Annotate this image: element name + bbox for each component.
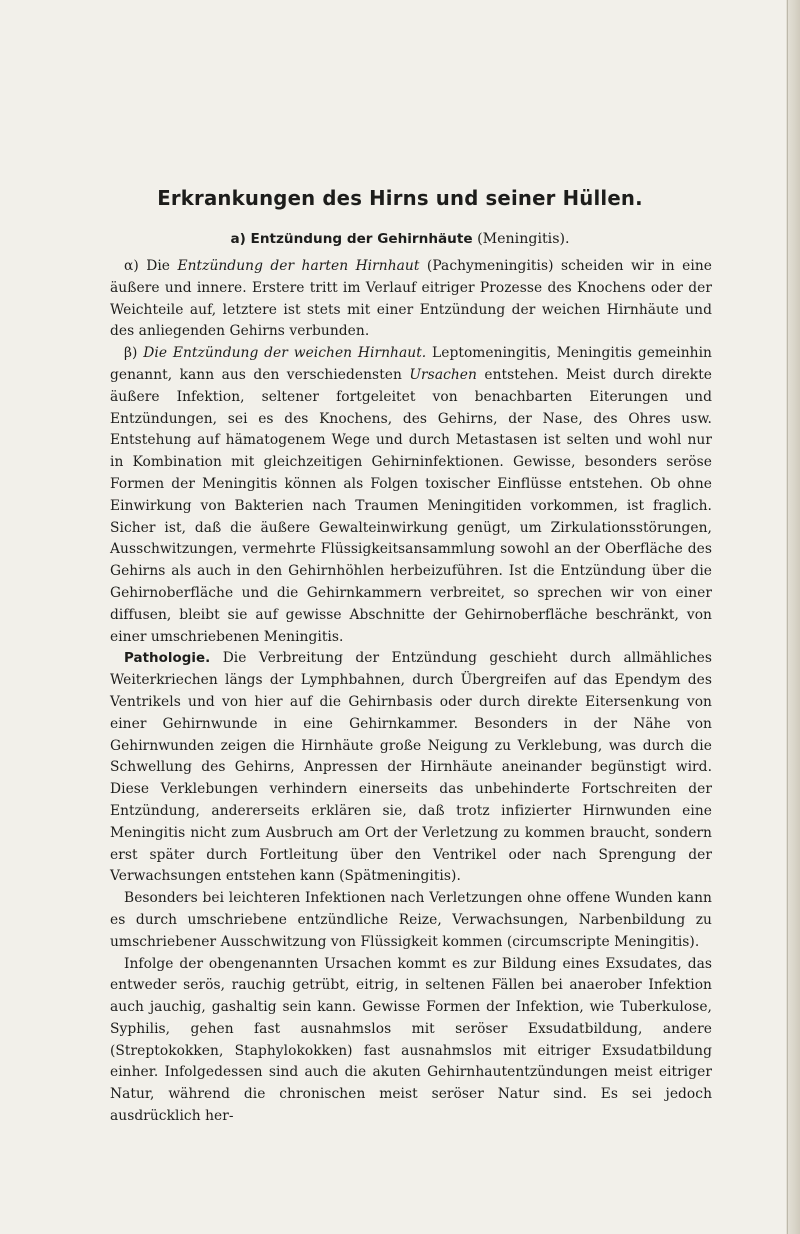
paragraph-pathologie [110,648,712,888]
paragraph-text: Leptomeningitis, Meningitis gemeinhin genannt, kann aus den verschiedensten [110,345,712,383]
emphasis-term: Die Entzündung der weichen Hirnhaut. [143,345,427,362]
paragraph-text: entstehen. Meist durch direkte äußere Infektion, seltener fortgeleitet von benachbarten Eiterungen und Entzündungen, sei es des Knochens, des Gehirns, der Nase, des Ohres usw. Entstehung auf hämatogenem Wege und durch Metastasen ist selten und wohl nur in Kombination mit gleichzeitigen Gehirninfektionen. Gewisse, besonders seröse Formen der Meningitis können als Folgen toxischer Einflüsse entstehen. Ob ohne Einwirkung von Bakterien nach Traumen Meningitiden vorkommen, ist fraglich. Sicher ist, daß die äußere Gewalteinwirkung genügt, um Zirkulationsstörungen, Ausschwitzungen, vermehrte Flüssigkeitsansammlung sowohl an der Oberfläche des Gehirns als auch in den Gehirnhöhlen herbeizuführen. Ist die Entzündung über die Gehirnoberfläche und die Gehirnkammern verbreitet, so sprechen wir von einer diffusen, bleibt sie auf gewisse Abschnitte der Gehirnoberfläche beschränkt, von einer umschriebenen Meningitis. [110,366,712,645]
section-heading-paren: (Meningitis). [472,231,570,247]
body-text [110,256,712,1128]
scan-edge-line [787,0,788,1234]
scan-page-edge [786,0,800,1234]
emphasis-term: Entzündung der harten Hirnhaut [177,258,420,274]
paragraph-text: (Pachymeningitis) scheiden wir in eine äußere und innere. Erstere tritt im Verlauf eitriger Prozesse des Knochens oder der Weichteile auf, letztere ist stets mit einer Entzündung der weichen Hirnhäute und des anliegenden Gehirns verbunden. [110,258,713,340]
paragraph-text: Die Verbreitung der Entzündung geschieht durch allmähliches Weiterkriechen längs der Lymphbahnen, durch Übergreifen auf das Ependym des Ventrikels und von hier auf die Gehirnbasis oder durch direkte Eitersenkung von einer Gehirnwunde in eine Gehirnkammer. Besonders in der Nähe von Gehirnwunden zeigen die Hirnhäute große Neigung zu Verklebung, was durch die Schwellung des Gehirns, Anpressen der Hirnhäute aneinander begünstigt wird. Diese Verklebungen verhindern einerseits das unbehinderte Fortschreiten der Entzündung, andererseits erklären sie, daß trotz infizierter Hirnwunden eine Meningitis nicht zum Ausbruch am Ort der Verletzung zu kommen braucht, sondern erst später durch Fortleitung über den Ventrikel oder nach Sprengung der Verwachsungen entstehen kann (Spätmeningitis). [110,650,712,885]
section-heading [0,231,800,247]
paragraph-circumscripte [110,888,712,953]
paragraph-beta [110,343,712,648]
paragraph-marker: α) Die [124,258,178,274]
paragraph-exsudat [110,954,712,1128]
emphasis-term-ursachen: Ursachen [409,366,477,383]
paragraph-text: Besonders bei leichteren Infektionen nach Verletzungen ohne offene Wunden kann es durch umschriebene entzündliche Reize, Verwachsungen, Narbenbildung zu umschriebener Ausschwitzung von Flüssigkeit kommen (circumscripte Meningitis). [110,890,712,950]
paragraph-marker: β) [124,345,144,362]
chapter-title: Erkrankungen des Hirns und seiner Hüllen. [157,186,643,210]
section-heading-label: a) Entzündung der Gehirnhäute [230,231,473,247]
paragraph-text: Infolge der obengenannten Ursachen kommt es zur Bildung eines Exsudates, das entweder serös, rauchig getrübt, eitrig, in seltenen Fällen bei anaerober Infektion auch jauchig, gashaltig sein kann. Gewisse Formen der Infektion, wie Tuberkulose, Syphilis, gehen fast ausnahmslos mit seröser Exsudatbildung, andere (Streptokokken, Staphylokokken) fast ausnahmslos mit eitriger Exsudatbildung einher. Infolgedessen sind auch die akuten Gehirnhautentzündungen meist eitriger Natur, während die chronischen meist seröser Natur sind. Es sei jedoch ausdrücklich her- [110,955,712,1125]
paragraph-alpha [110,256,712,343]
run-in-heading: Pathologie. [124,651,211,667]
